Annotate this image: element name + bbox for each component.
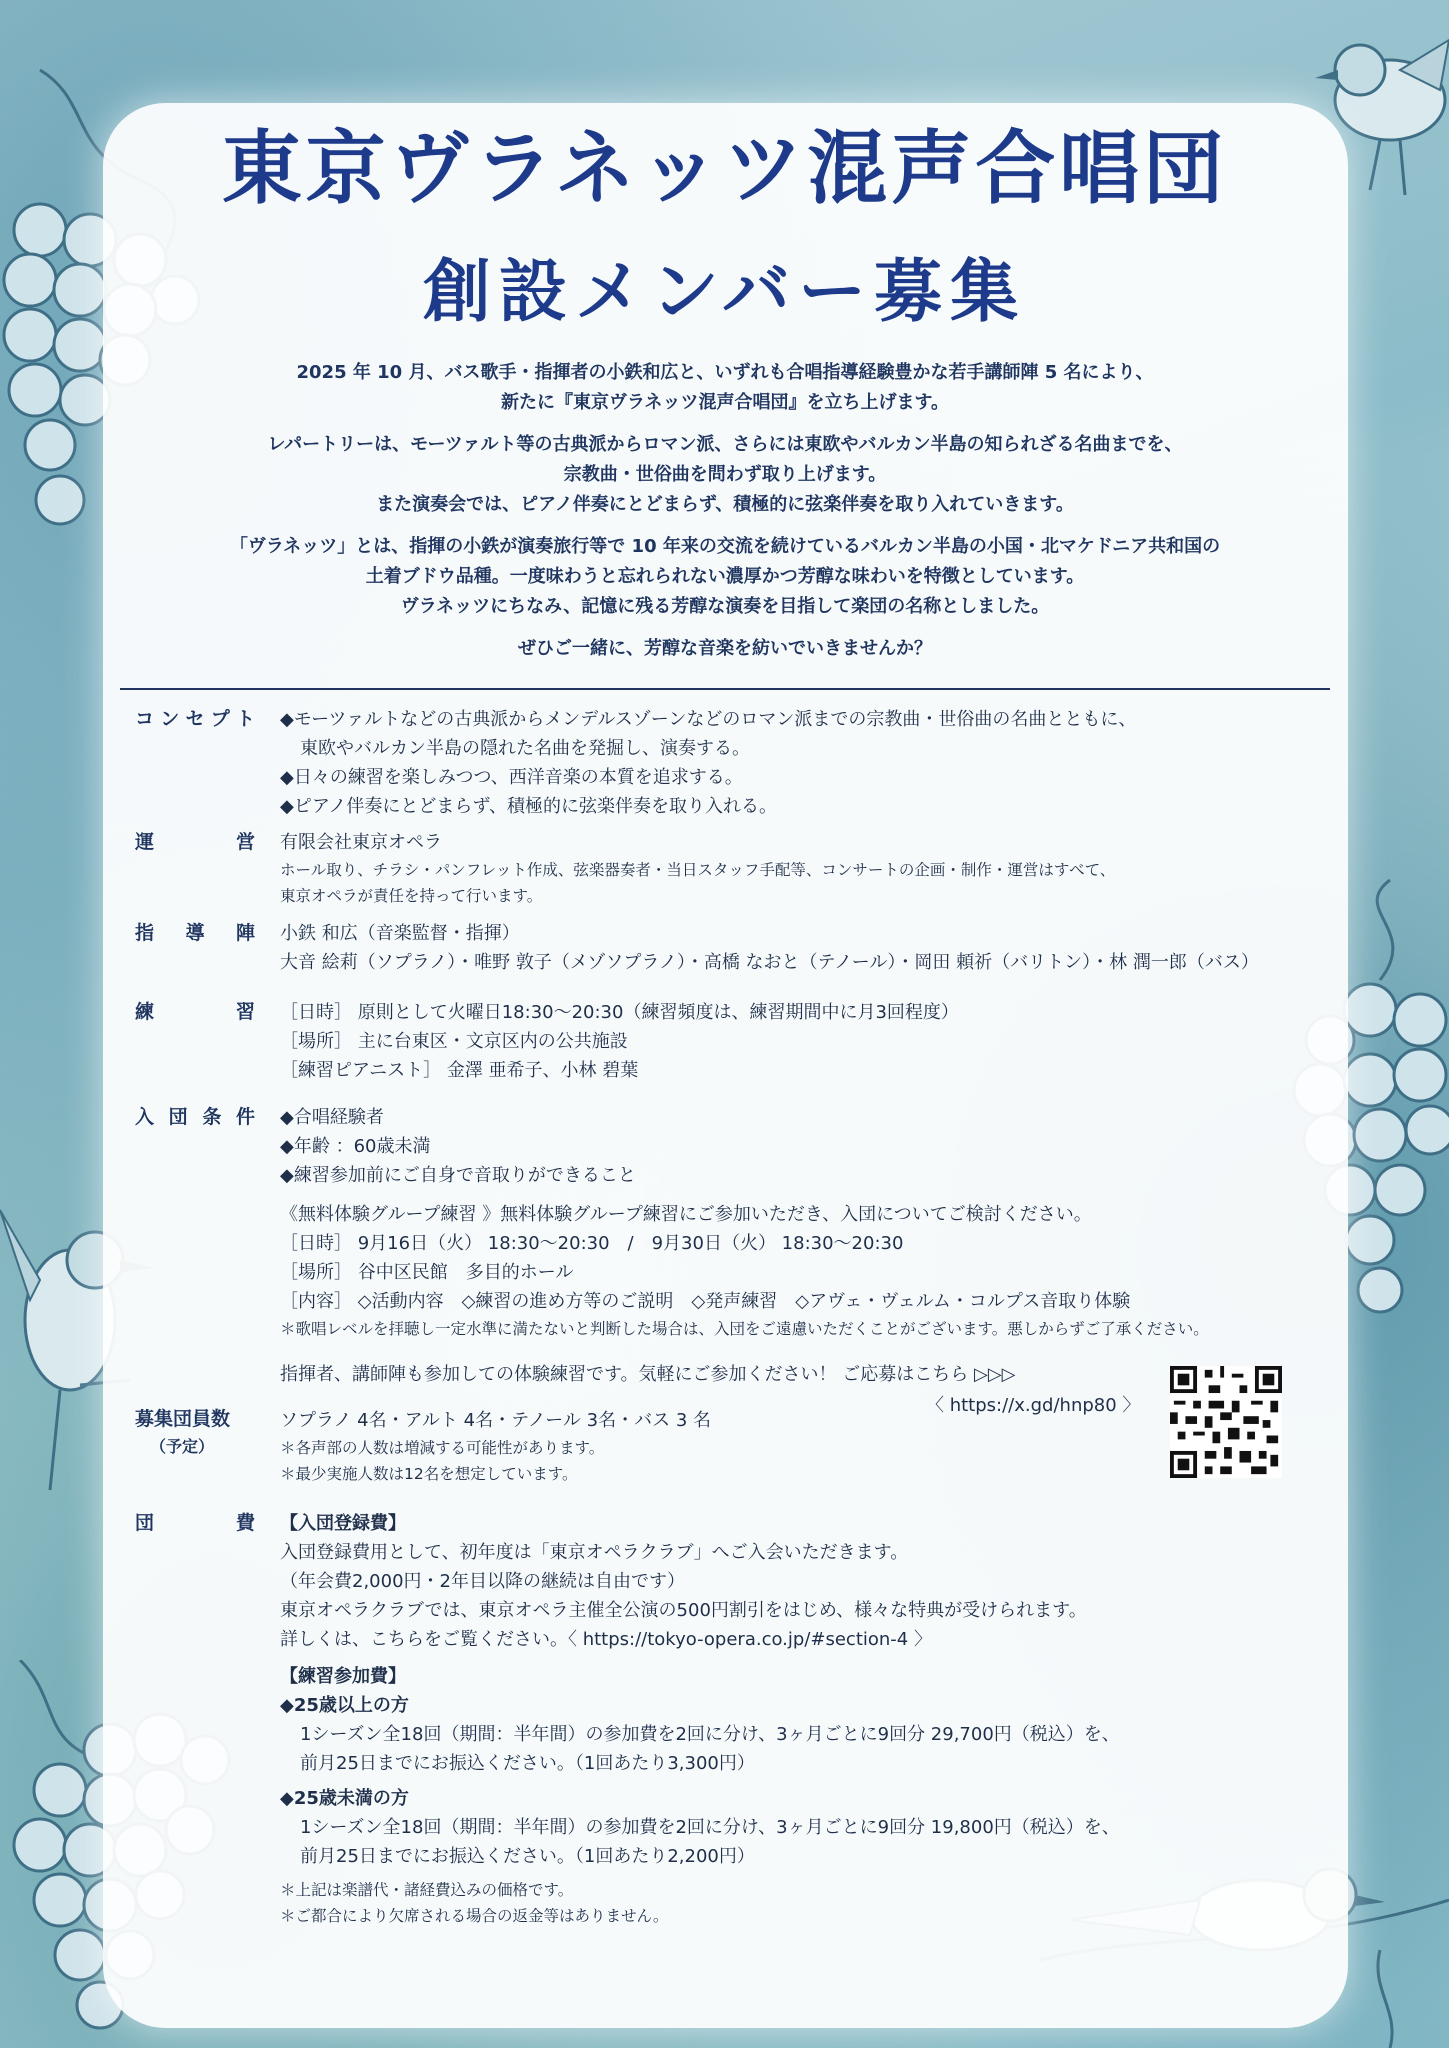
instructors-line: 小鉄 和広（音楽監督・指揮）	[280, 923, 520, 944]
fees-label: 団費	[135, 1512, 255, 1534]
fees-line: （年会費2,000円・2年目以降の継続は自由です）	[280, 1571, 685, 1592]
management-label: 運営	[135, 831, 255, 853]
recruit-label: 募集団員数	[135, 1408, 231, 1430]
recruit-note: ＊各声部の人数は増減する可能性があります。	[280, 1439, 605, 1457]
trial-line: ［日時］ 9月16日（火） 18:30～20:30 / 9月30日（火） 18:30～20:30	[280, 1233, 904, 1254]
intro-text	[130, 358, 1320, 676]
fees-line: ◆25歳以上の方	[280, 1695, 409, 1716]
recruit-body	[280, 1406, 1340, 1487]
apply-link[interactable]: 〈 https://x.gd/hnp80 〉	[926, 1395, 1141, 1416]
fees-line: 入団登録費用として、初年度は「東京オペラクラブ」へご入会いただきます。	[280, 1542, 909, 1563]
concept-line: ◆ピアノ伴奏にとどまらず、積極的に弦楽伴奏を取り入れる。	[280, 796, 777, 817]
fees-note: ＊ご都合により欠席される場合の返金等はありません。	[280, 1907, 669, 1925]
requirements-line: ◆年齢 ：60歳未満	[280, 1136, 431, 1157]
apply-text: 指揮者、講師陣も参加しての体験練習です。気軽にご参加ください！ ご応募はこちら ▷▷▷	[280, 1364, 1016, 1385]
fees-line: ◆25歳未満の方	[280, 1788, 409, 1809]
trial-line: ［場所］ 谷中区民館 多目的ホール	[280, 1262, 574, 1283]
instructors-line: 大音 絵莉（ソプラノ）・唯野 敦子（メゾソプラノ）・高橋 なおと（テノール）・岡田 頼祈（バリトン）・林 潤一郎（バス）	[280, 952, 1259, 973]
practice-label: 練習	[135, 1001, 255, 1023]
intro-line: 土着ブドウ品種。一度味わうと忘れられない濃厚かつ芳醇な味わいを特徴としています。	[365, 566, 1085, 587]
fees-line: 【練習参加費】	[280, 1666, 406, 1687]
trial-note: ＊歌唱レベルを拝聴し一定水準に満たないと判断した場合は、入団をご遠慮いただくことがございます。悪しからずご了承ください。	[280, 1320, 1209, 1338]
practice-line: ［日時］ 原則として火曜日18:30～20:30（練習頻度は、練習期間中に月3回程度）	[280, 1002, 959, 1023]
fees-line: 【入団登録費】	[280, 1513, 406, 1534]
requirements-body	[280, 1103, 1340, 1190]
intro-line: 「ヴラネッツ」とは、指揮の小鉄が演奏旅行等で 10 年来の交流を続けているバルカン半島の小国・北マケドニア共和国の	[229, 536, 1221, 557]
page-title: 東京ヴラネッツ混声合唱団	[221, 121, 1228, 215]
management-line: 有限会社東京オペラ	[280, 832, 442, 853]
fees-line: 1シーズン全18回（期間：半年間）の参加費を2回に分け、3ヶ月ごとに9回分 19,800円（税込）を、	[300, 1817, 1120, 1838]
concept-label: コンセプト	[135, 708, 255, 730]
management-line: ホール取り、チラシ・パンフレット作成、弦楽器奏者・当日スタッフ手配等、コンサートの企画・制作・運営はすべて、	[280, 861, 1116, 879]
intro-paragraph-4	[130, 634, 1320, 664]
intro-paragraph-2	[130, 430, 1320, 520]
concept-line: ◆日々の練習を楽しみつつ、西洋音楽の本質を追求する。	[280, 767, 743, 788]
recruit-note: ＊最少実施人数は12名を想定しています。	[280, 1465, 578, 1483]
requirements-line: ◆合唱経験者	[280, 1107, 384, 1128]
section-divider	[120, 688, 1330, 690]
intro-line: 新たに『東京ヴラネッツ混声合唱団』を立ち上げます。	[500, 392, 950, 413]
intro-line: ぜひご一緒に、芳醇な音楽を紡いでいきませんか？	[518, 638, 932, 659]
intro-line: また演奏会では、ピアノ伴奏にとどまらず、積極的に弦楽伴奏を取り入れていきます。	[376, 494, 1074, 515]
fees-line: 1シーズン全18回（期間：半年間）の参加費を2回に分け、3ヶ月ごとに9回分 29,700円（税込）を、	[300, 1724, 1120, 1745]
trial-practice-body	[280, 1200, 1340, 1342]
practice-line: ［練習ピアニスト］ 金澤 亜希子、小林 碧葉	[280, 1060, 639, 1081]
fees-line: 前月25日までにお振込ください。（1回あたり2,200円）	[300, 1846, 755, 1867]
requirements-line: ◆練習参加前にご自身で音取りができること	[280, 1165, 636, 1186]
requirements-label: 入団条件	[135, 1106, 255, 1128]
concept-line: 東欧やバルカン半島の隠れた名曲を発掘し、演奏する。	[300, 738, 750, 759]
trial-line: ［内容］ ◇活動内容 ◇練習の進め方等のご説明 ◇発声練習 ◇アヴェ・ヴェルム・コルプス音取り体験	[280, 1291, 1131, 1312]
intro-line: レパートリーは、モーツァルト等の古典派からロマン派、さらには東欧やバルカン半島の知られざる名曲までを、	[267, 434, 1183, 455]
practice-body	[280, 998, 1340, 1085]
trial-line: 《無料体験グループ練習 》無料体験グループ練習にご参加いただき、入団についてご検討ください。	[280, 1204, 1092, 1225]
intro-line: 宗教曲・世俗曲を問わず取り上げます。	[563, 464, 887, 485]
page-subtitle: 創設メンバー募集	[422, 252, 1027, 332]
intro-line: ヴラネッツにちなみ、記憶に残る芳醇な演奏を目指して楽団の名称としました。	[400, 596, 1050, 617]
fees-note: ＊上記は楽譜代・諸経費込みの価格です。	[280, 1881, 574, 1899]
intro-line: 2025 年 10 月、バス歌手・指揮者の小鉄和広と、いずれも合唱指導経験豊かな若手講師陣 5 名により、	[296, 362, 1154, 383]
instructors-body	[280, 919, 1340, 977]
practice-line: ［場所］ 主に台東区・文京区内の公共施設	[280, 1031, 628, 1052]
fees-body	[280, 1509, 1340, 1929]
instructors-label: 指導陣	[135, 922, 255, 944]
concept-line: ◆モーツァルトなどの古典派からメンデルスゾーンなどのロマン派までの宗教曲・世俗曲の名曲とともに、	[280, 709, 1137, 730]
fees-line: 東京オペラクラブでは、東京オペラ主催全公演の500円割引をはじめ、様々な特典が受けられます。	[280, 1600, 1087, 1621]
intro-paragraph-3	[130, 532, 1320, 622]
concept-body	[280, 705, 1340, 821]
intro-paragraph-1	[130, 358, 1320, 418]
management-body	[280, 828, 1340, 909]
fees-line: 詳しくは、こちらをご覧ください。〈 https://tokyo-opera.co.jp/#section-4 〉	[280, 1629, 932, 1650]
management-line: 東京オペラが責任を持って行います。	[280, 887, 543, 905]
recruit-line: ソプラノ 4名・アルト 4名・テノール 3名・バス 3 名	[280, 1410, 711, 1431]
fees-line: 前月25日までにお振込ください。（1回あたり3,300円）	[300, 1753, 755, 1774]
recruit-sublabel: （予定）	[150, 1437, 215, 1456]
